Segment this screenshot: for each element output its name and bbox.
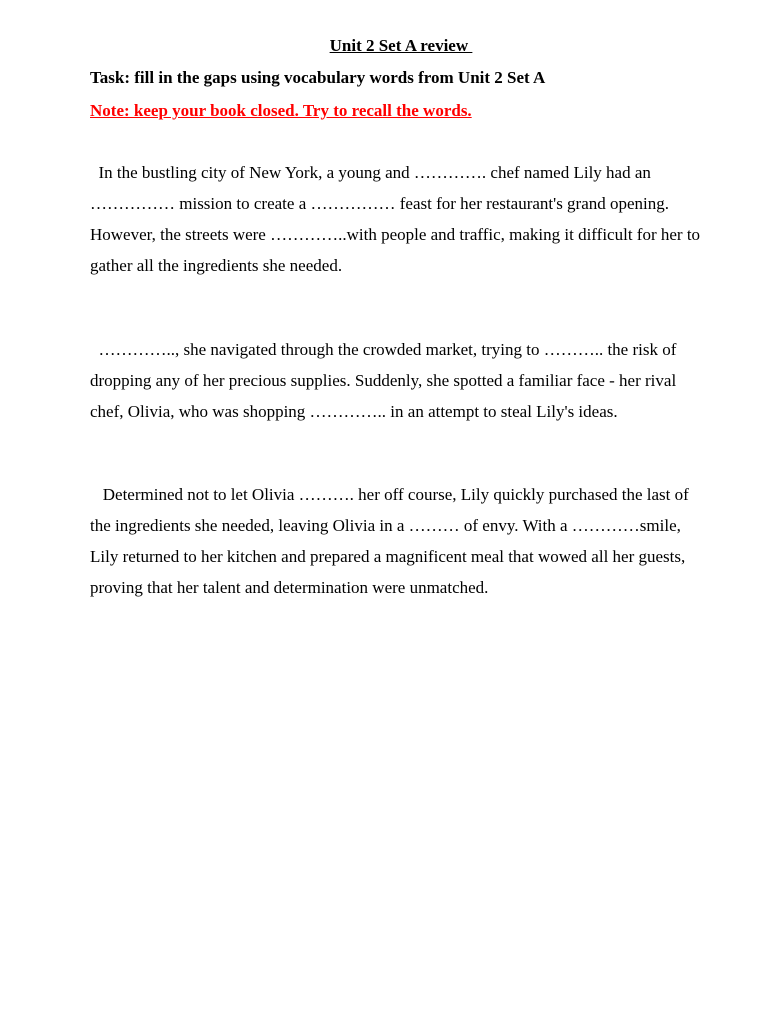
- note-warning: Note: keep your book closed. Try to recall the words.: [90, 101, 472, 120]
- paragraph-1: In the bustling city of New York, a young and …………. chef named Lily had an …………… mission to create a …………… feast for her restaurant's grand opening. However, the streets were …………..with people and traffic, making it difficult for her to gather all the ingredients she needed.: [90, 163, 701, 275]
- task-instruction: Task: fill in the gaps using vocabulary words from Unit 2 Set A: [90, 68, 546, 87]
- document-page: [90, 34, 712, 603]
- document-title: Unit 2 Set A review: [329, 36, 473, 55]
- paragraph-3: Determined not to let Olivia ………. her off course, Lily quickly purchased the last of the ingredients she needed, leaving Olivia in a ……… of envy. With a …………smile, Lily returned to her kitchen and prepared a magnificent meal that wowed all her guests, proving that her talent and determination were unmatched.: [90, 485, 689, 597]
- paragraph-2: ………….., she navigated through the crowded market, trying to ……….. the risk of dropping any of her precious supplies. Suddenly, she spotted a familiar face - her rival chef, Olivia, who was shopping ………….. in an attempt to steal Lily's ideas.: [90, 340, 677, 421]
